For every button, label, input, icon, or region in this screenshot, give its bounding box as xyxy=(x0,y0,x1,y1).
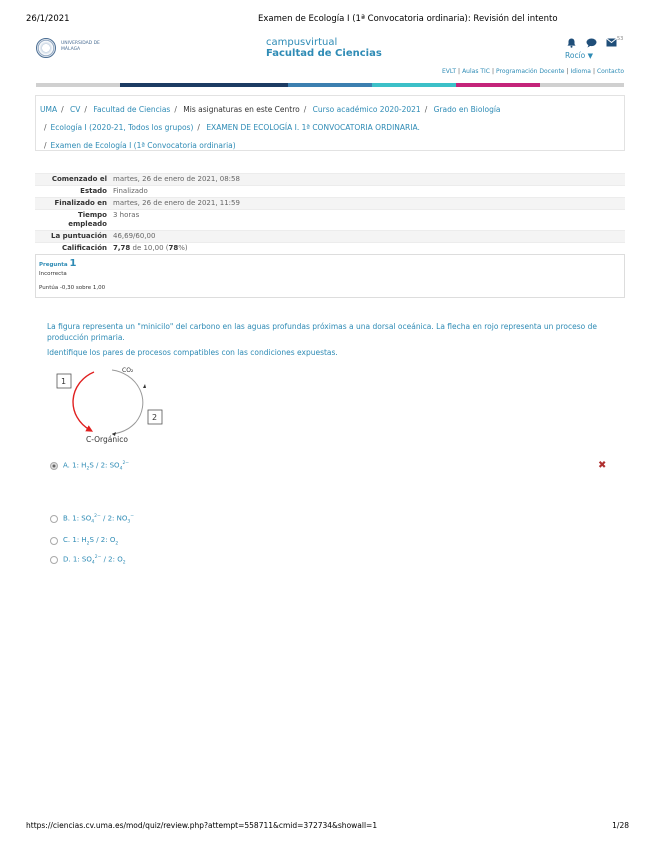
row-value: martes, 26 de enero de 2021, 08:58 xyxy=(110,174,625,186)
grade-percent: 78 xyxy=(168,244,179,252)
chat-icon[interactable] xyxy=(586,38,597,51)
user-name-dropdown[interactable] xyxy=(565,51,593,60)
breadcrumb-grado[interactable]: Grado en Biología xyxy=(433,105,501,114)
brand-line1: campusvirtual xyxy=(266,37,338,48)
question-number-value: 1 xyxy=(69,258,77,269)
breadcrumb: UMA / CV / Facultad de Ciencias / Mis asignaturas en este Centro / Curso académico 2020-2021 / Grado en Biología / Ecología I (2020-21, Todos los grupos) / EXAMEN DE ECOLOGÍA I. 1ª CONVOCATORIA ORDINARIA. / Examen de Ecología I (1ª Convocatoria ordinaria) xyxy=(35,95,625,151)
option-a[interactable] xyxy=(50,460,129,472)
link-evlt[interactable]: EVLT xyxy=(441,68,457,75)
color-bar-segment xyxy=(36,83,120,87)
attempt-summary-table xyxy=(35,173,625,254)
breadcrumb-uma[interactable]: UMA xyxy=(40,105,58,114)
option-c[interactable] xyxy=(50,535,118,547)
row-value: Finalizado xyxy=(110,186,625,198)
breadcrumb-facultad[interactable]: Facultad de Ciencias xyxy=(93,105,171,114)
option-d-text: D. 1: $SO_4^{2-} / 2$: $O_2$ xyxy=(63,554,126,566)
radio-d[interactable] xyxy=(50,556,58,564)
question-state: Incorrecta xyxy=(39,271,67,277)
university-name: UNIVERSIDAD DE MÁLAGA xyxy=(61,41,100,52)
breadcrumb-asignaturas: Mis asignaturas en este Centro xyxy=(183,105,300,114)
bell-icon[interactable] xyxy=(567,38,576,51)
radio-c[interactable] xyxy=(50,537,58,545)
option-b[interactable] xyxy=(50,513,134,525)
breadcrumb-quiz[interactable]: Examen de Ecología I (1ª Convocatoria ordinaria) xyxy=(50,141,236,150)
row-label: Finalizado en xyxy=(35,198,110,210)
print-date: 26/1/2021 xyxy=(26,14,70,24)
grade-end: %) xyxy=(178,244,188,252)
option-d[interactable] xyxy=(50,554,126,566)
row-label: Calificación xyxy=(35,243,110,255)
option-a-text: A. 1: $H_2S / 2$: $SO_4^{2-}$ xyxy=(63,460,130,472)
color-bar-segment xyxy=(540,83,624,87)
row-label: Tiempo empleado xyxy=(35,210,110,231)
top-links: EVLT | Aulas TIC | Programación Docente | Idioma | Contacto xyxy=(441,68,624,75)
question-info xyxy=(35,254,625,298)
campus-brand[interactable] xyxy=(266,37,382,60)
question-prefix: Pregunta xyxy=(39,262,68,268)
row-label: Comenzado el xyxy=(35,174,110,186)
color-bar-segment xyxy=(288,83,372,87)
row-value: martes, 26 de enero de 2021, 11:59 xyxy=(110,198,625,210)
chevron-down-icon: ▼ xyxy=(587,52,594,60)
question-text xyxy=(47,321,597,362)
breadcrumb-course[interactable]: Ecología I (2020-21, Todos los grupos) xyxy=(50,123,194,132)
brand-line2: Facultad de Ciencias xyxy=(266,48,382,59)
option-b-text: B. 1: $SO_4^{2-} / 2$: $NO_3^-$ xyxy=(63,513,135,525)
question-text-1: La figura representa un "minicilo" del carbono en las aguas profundas próximas a una dorsal oceánica. La flecha en rojo representa un proceso de producción primaria. xyxy=(47,322,597,342)
mail-icon[interactable] xyxy=(606,38,617,50)
color-bar xyxy=(36,83,624,87)
breadcrumb-curso[interactable]: Curso académico 2020-2021 xyxy=(312,105,421,114)
row-label: La puntuación xyxy=(35,231,110,243)
user-menu xyxy=(565,36,629,66)
color-bar-segment xyxy=(372,83,456,87)
incorrect-icon: ✖ xyxy=(598,460,607,471)
grade-mid: de 10,00 ( xyxy=(130,244,169,252)
table-row xyxy=(35,174,625,186)
color-bar-segment xyxy=(204,83,288,87)
link-idioma[interactable]: Idioma xyxy=(570,68,591,75)
print-header xyxy=(26,14,629,28)
grade-value: 7,78 xyxy=(113,244,131,252)
figure-top-label: CO₂ xyxy=(122,367,134,374)
message-count: 53 xyxy=(617,36,624,42)
option-c-text: C. 1: $H_2S / 2$: $O_2$ xyxy=(63,535,119,547)
color-bar-segment xyxy=(120,83,204,87)
radio-b[interactable] xyxy=(50,515,58,523)
row-value: 46,69/60,00 xyxy=(110,231,625,243)
table-row xyxy=(35,243,625,255)
row-value: 3 horas xyxy=(110,210,625,231)
link-aulas-tic[interactable]: Aulas TIC xyxy=(462,68,490,75)
table-row xyxy=(35,186,625,198)
figure-bottom-label: C-Orgánico xyxy=(86,435,128,444)
carbon-cycle-figure xyxy=(50,362,180,446)
print-footer xyxy=(26,821,629,833)
color-bar-segment xyxy=(456,83,540,87)
table-row xyxy=(35,198,625,210)
radio-a[interactable] xyxy=(50,462,58,470)
print-url: https://ciencias.cv.uma.es/mod/quiz/review.php?attempt=558711&cmid=372734&showall=1 xyxy=(26,821,378,830)
university-logo[interactable] xyxy=(36,38,100,58)
figure-label-1: 1 xyxy=(61,377,67,386)
breadcrumb-cv[interactable]: CV xyxy=(70,105,81,114)
question-text-2: Identifique los pares de procesos compatibles con las condiciones expuestas. xyxy=(47,348,338,357)
link-programacion[interactable]: Programación Docente xyxy=(496,68,565,75)
breadcrumb-exam-section[interactable]: EXAMEN DE ECOLOGÍA I. 1ª CONVOCATORIA ORDINARIA. xyxy=(206,123,420,132)
grade-value-cell xyxy=(110,243,625,255)
university-seal-icon xyxy=(36,38,56,58)
table-row xyxy=(35,231,625,243)
print-page-number: 1/28 xyxy=(612,821,629,830)
link-contacto[interactable]: Contacto xyxy=(596,68,624,75)
question-grade: Puntúa -0,30 sobre 1,00 xyxy=(39,285,106,291)
question-number xyxy=(39,258,621,269)
print-title: Examen de Ecología I (1ª Convocatoria ordinaria): Revisión del intento xyxy=(258,14,558,24)
user-name: Rocío xyxy=(565,51,586,60)
table-row xyxy=(35,210,625,231)
figure-label-2: 2 xyxy=(152,413,158,422)
row-label: Estado xyxy=(35,186,110,198)
